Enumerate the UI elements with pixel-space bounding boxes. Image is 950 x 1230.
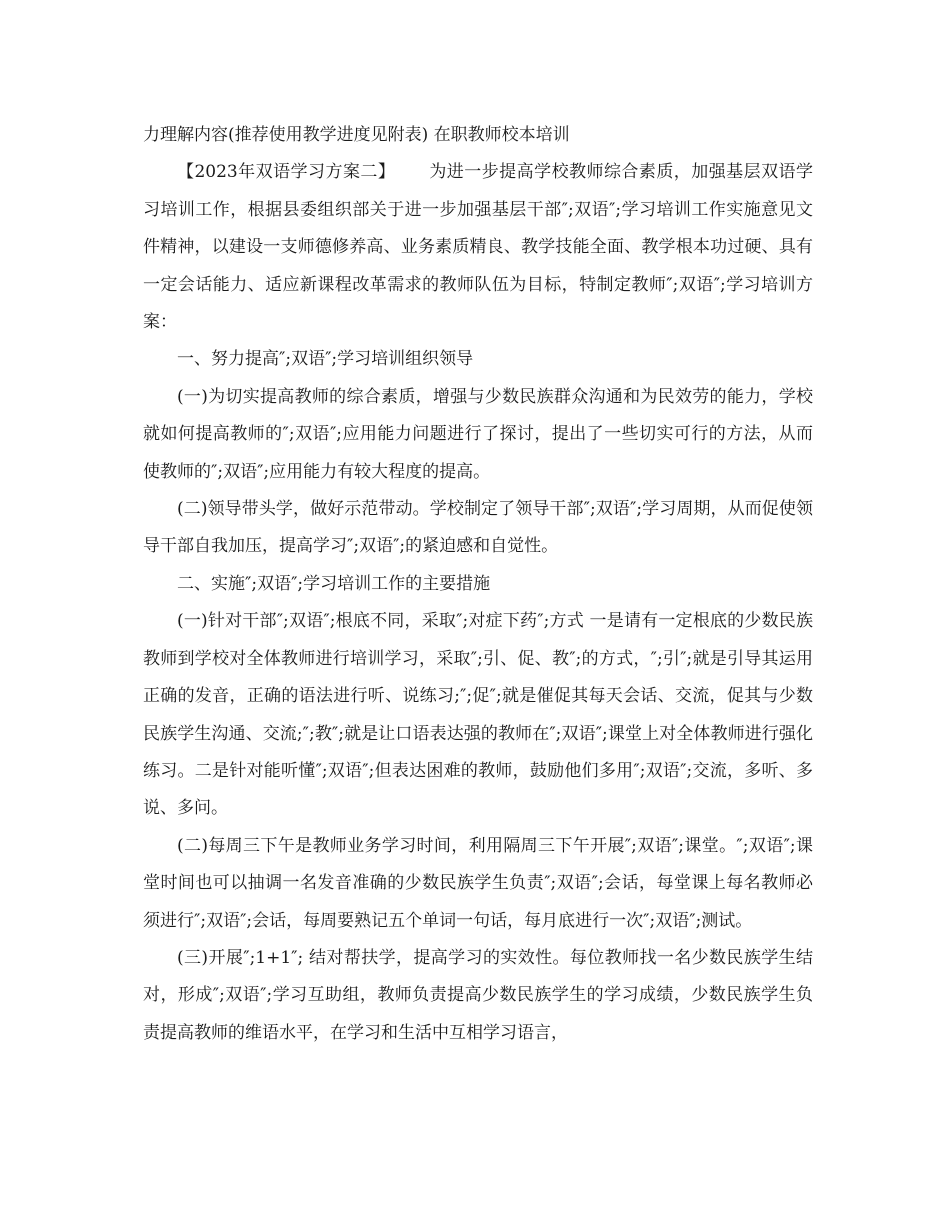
paragraph-2-3: (三)开展″;1+1″; 结对帮扶学，提高学习的实效性。每位教师找一名少数民族学生结对，形成″;双语″;学习互助组，教师负责提高少数民族学生的学习成绩，少数民族学生负责提高教师的维语水平，在学习和生活中互相学习语言， (143, 947, 813, 1043)
document-body (143, 117, 813, 1052)
paragraph-1-2: (二)领导带头学，做好示范带动。学校制定了领导干部″;双语″;学习周期，从而促使领导干部自我加压，提高学习″;双语″;的紧迫感和自觉性。 (143, 499, 813, 557)
plan-intro-text: 为进一步提高学校教师综合素质，加强基层双语学习培训工作，根据县委组织部关于进一步加强基层干部″;双语″;学习培训工作实施意见文件精神，以建设一支师德修养高、业务素质精良、教学技能全面、教学根本功过硬、具有一定会话能力、适应新课程改革需求的教师队伍为目标，特制定教师″;双语″;学习培训方案： (143, 162, 814, 333)
paragraph-2-1: (一)针对干部″;双语″;根底不同，采取″;对症下药″;方式 一是请有一定根底的少数民族教师到学校对全体教师进行培训学习，采取″;引、促、教″;的方式，″;引″;就是引导其运用正确的发音，正确的语法进行听、说练习;″;促″;就是催促其每天会话、交流，促其与少数民族学生沟通、交流;″;教″;就是让口语表达强的教师在″;双语″;课堂上对全体教师进行强化练习。二是针对能听懂″;双语″;但表达困难的教师，鼓励他们多用″;双语″;交流，多听、多说、多问。 (143, 611, 813, 819)
section-heading-2: 二、实施″;双语″;学习培训工作的主要措施 (177, 573, 491, 594)
paragraph-plan-intro (143, 154, 813, 341)
section-heading-1: 一、努力提高″;双语″;学习培训组织领导 (177, 349, 474, 370)
paragraph-1-1: (一)为切实提高教师的综合素质，增强与少数民族群众沟通和为民效劳的能力，学校就如何提高教师的″;双语″;应用能力问题进行了探讨，提出了一些切实可行的方法，从而使教师的″;双语″;应用能力有较大程度的提高。 (143, 386, 813, 482)
paragraph-intro-line: 力理解内容(推荐使用教学进度见附表) 在职教师校本培训 (143, 125, 570, 145)
paragraph-2-2: (二)每周三下午是教师业务学习时间，利用隔周三下午开展″;双语″;课堂。″;双语″;课堂时间也可以抽调一名发音准确的少数民族学生负责″;双语″;会话，每堂课上每名教师必须进行″;双语″;会话，每周要熟记五个单词一句话，每月底进行一次″;双语″;测试。 (143, 835, 813, 931)
plan-title: 【2023年双语学习方案二】 (177, 162, 396, 183)
